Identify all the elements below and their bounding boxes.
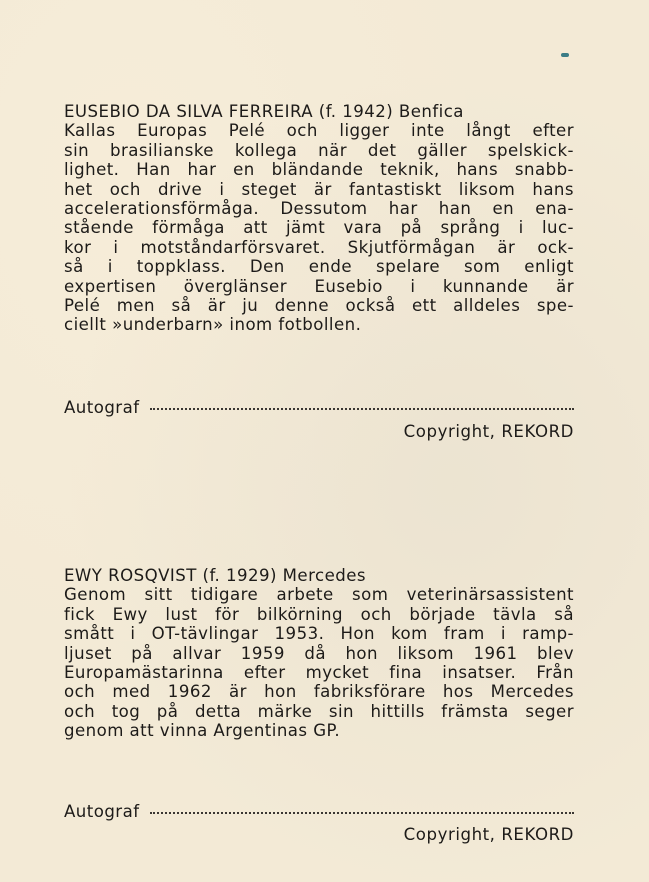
autograph-label: Autograf [64, 802, 140, 821]
autograph-line [64, 802, 574, 821]
copyright-notice: Copyright, REKORD [403, 825, 574, 844]
autograph-signature-field [150, 811, 575, 814]
body-line: Kallas Europas Pelé och ligger inte långt efter [64, 121, 574, 141]
body-line: Pelé men så är ju denne också ett alldeles spe- [64, 295, 574, 315]
body-line: sin brasilianske kollega när det gäller spelskick- [64, 140, 574, 160]
body-line: ciellt »underbarn» inom fotbollen. [64, 315, 362, 335]
autograph-signature-field [150, 407, 575, 410]
ink-speck [561, 53, 569, 57]
body-line: Genom sitt tidigare arbete som veterinärsassistent [64, 585, 574, 605]
body-line: och med 1962 är hon fabriksförare hos Mercedes [64, 682, 574, 702]
card-heading: EWY ROSQVIST (f. 1929) Mercedes [64, 566, 366, 585]
body-line: så i toppklass. Den ende spelare som enligt [64, 257, 574, 277]
body-line: het och drive i steget är fantastiskt liksom hans [64, 179, 574, 199]
body-line: kor i motståndarförsvaret. Skjutförmågan är ock- [64, 237, 574, 257]
body-line: lighet. Han har en bländande teknik, hans snabb- [64, 160, 574, 180]
player-card-eusebio [64, 102, 574, 335]
body-line: och tog på detta märke sin hittills främsta seger [64, 701, 574, 721]
card-heading: EUSEBIO DA SILVA FERREIRA (f. 1942) Benfica [64, 102, 464, 121]
copyright-notice: Copyright, REKORD [403, 422, 574, 441]
autograph-label: Autograf [64, 398, 140, 417]
body-line: fick Ewy lust för bilkörning och började tävla så [64, 604, 574, 624]
body-line: smått i OT-tävlingar 1953. Hon kom fram i ramp- [64, 624, 574, 644]
body-line: genom att vinna Argentinas GP. [64, 721, 341, 741]
body-line: stående förmåga att jämt vara på språng i luc- [64, 218, 574, 238]
player-card-rosqvist [64, 566, 574, 741]
body-line: Europamästarinna efter mycket fina insatser. Från [64, 662, 574, 682]
body-line: ljuset på allvar 1959 då hon liksom 1961 blev [64, 643, 574, 663]
autograph-line [64, 398, 574, 417]
body-line: accelerationsförmåga. Dessutom har han en ena- [64, 198, 574, 218]
body-line: expertisen överglänser Eusebio i kunnande är [64, 276, 574, 296]
